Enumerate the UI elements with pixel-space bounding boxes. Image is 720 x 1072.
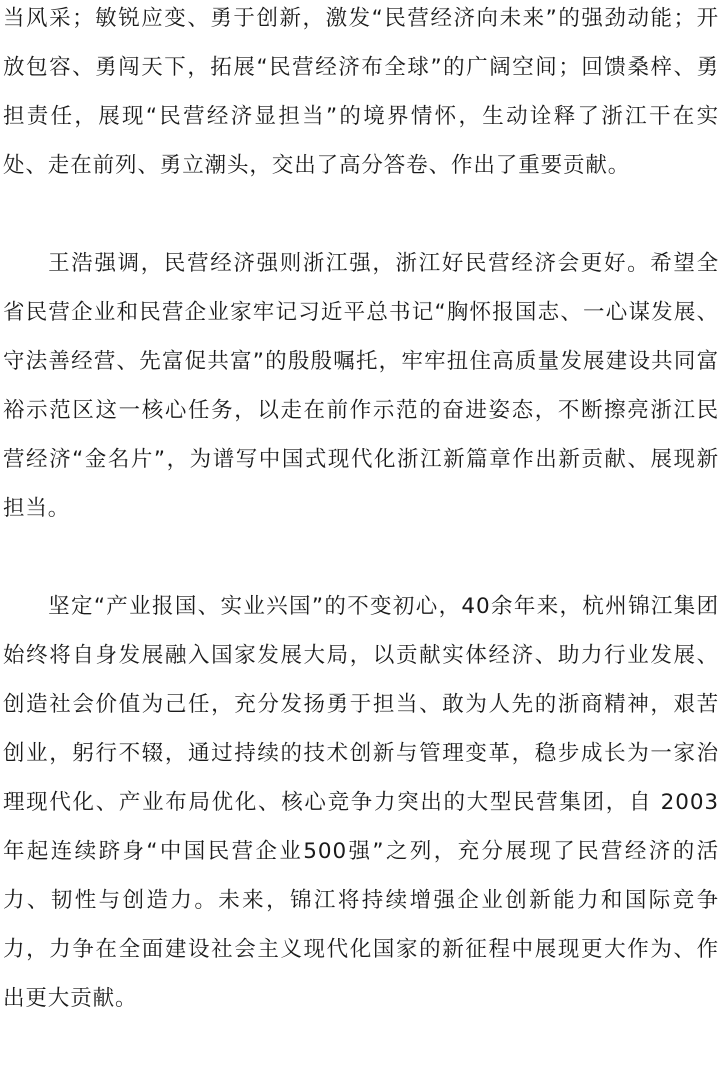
paragraph-1: 当风采；敏锐应变、勇于创新，激发“民营经济向未来”的强劲动能；开放包容、勇闯天下，拓展“民营经济布全球”的广阔空间；回馈桑梓、勇担责任，展现“民营经济显担当”的境界情怀，生动诠释了浙江干在实处、走在前列、勇立潮头，交出了高分答卷、作出了重要贡献。 <box>3 6 719 178</box>
document-body <box>3 0 719 1072</box>
paragraph-2: 王浩强调，民营经济强则浙江强，浙江好民营经济会更好。希望全省民营企业和民营企业家牢记习近平总书记“胸怀报国志、一心谋发展、守法善经营、先富促共富”的殷殷嘱托，牢牢扭住高质量发展建设共同富裕示范区这一核心任务，以走在前作示范的奋进姿态，不断擦亮浙江民营经济“金名片”，为谱写中国式现代化浙江新篇章作出新贡献、展现新担当。 <box>3 251 719 521</box>
paragraph-3: 坚定“产业报国、实业兴国”的不变初心，40余年来，杭州锦江集团始终将自身发展融入国家发展大局，以贡献实体经济、助力行业发展、创造社会价值为己任，充分发扬勇于担当、敢为人先的浙商精神，艰苦创业，躬行不辍，通过持续的技术创新与管理变革，稳步成长为一家治理现代化、产业布局优化、核心竞争力突出的大型民营集团，自 2003 年起连续跻身“中国民营企业500强”之列，充分展现了民营经济的活力、韧性与创造力。未来，锦江将持续增强企业创新能力和国际竞争力，力争在全面建设社会主义现代化国家的新征程中展现更大作为、作出更大贡献。 <box>3 594 719 1011</box>
